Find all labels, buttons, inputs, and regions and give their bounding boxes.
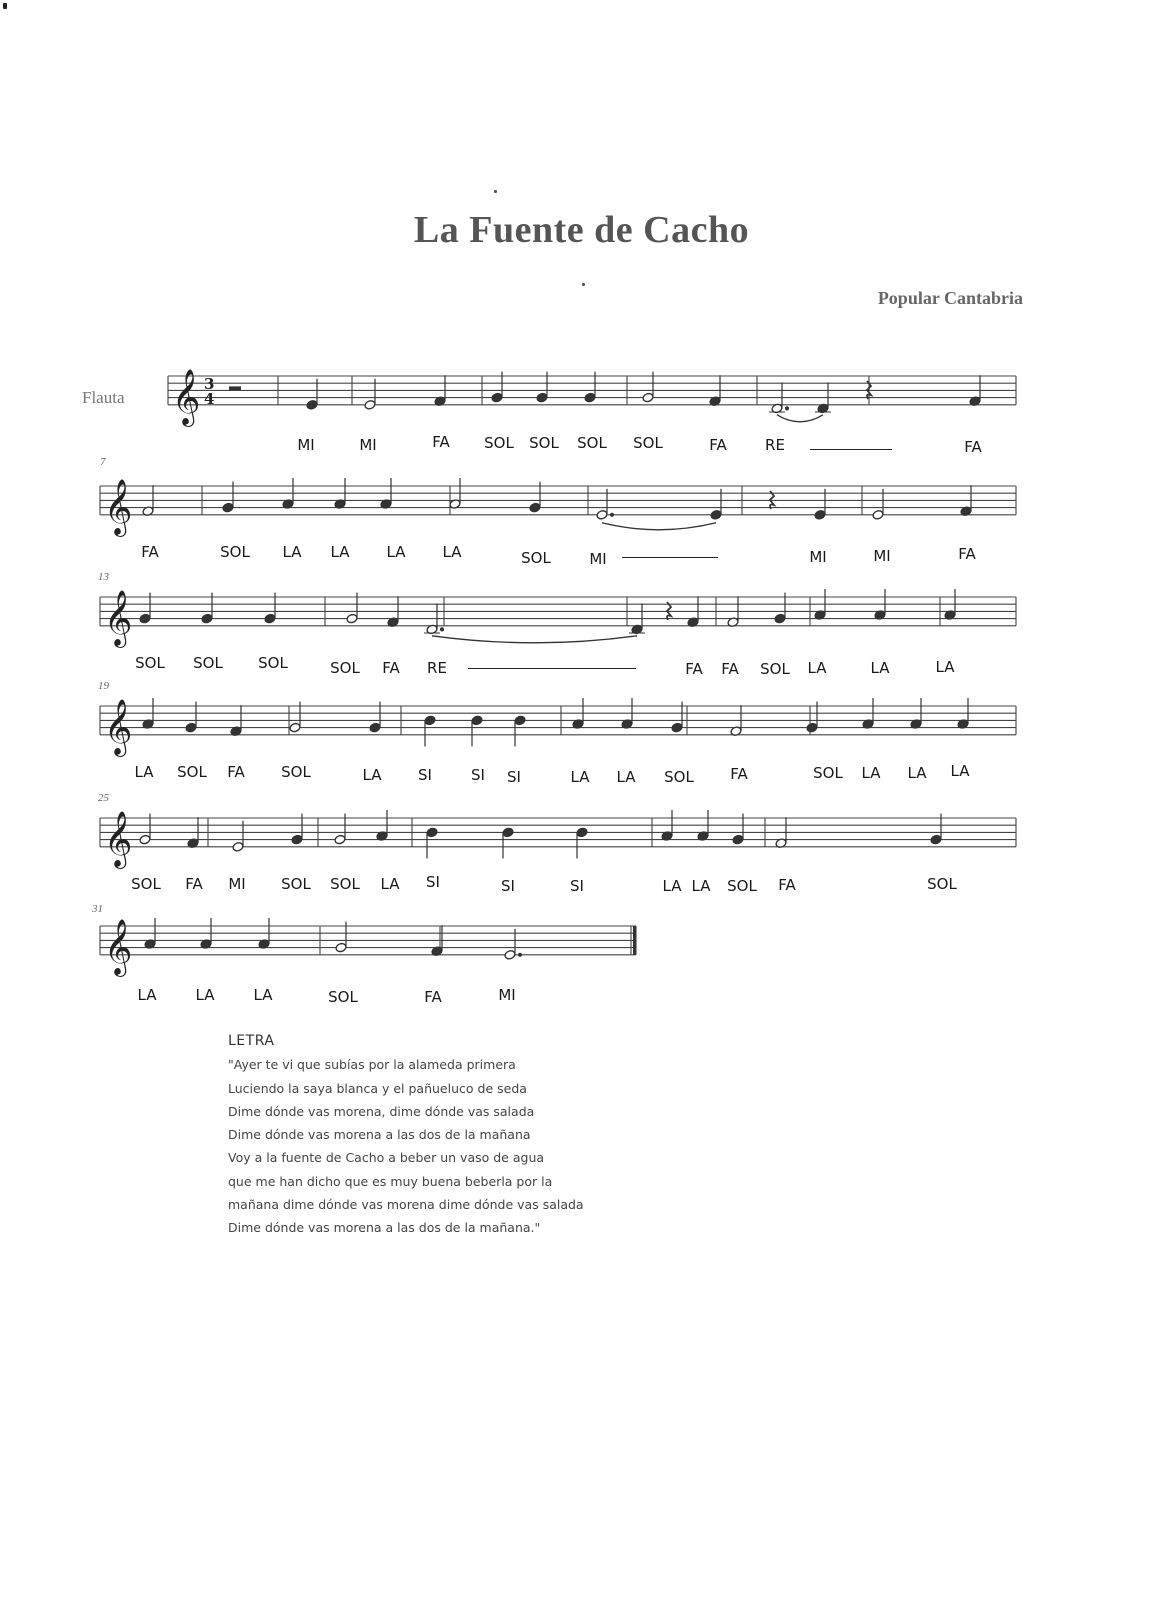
note-head — [710, 510, 722, 521]
note-name: LA — [253, 986, 273, 1004]
note-name: RE — [427, 659, 447, 677]
augmentation-dot — [610, 513, 613, 516]
treble-clef-icon: 𝄞 — [104, 918, 133, 975]
augmentation-dot — [440, 628, 443, 631]
augmentation-dot — [518, 953, 521, 956]
note-head — [471, 715, 483, 726]
note-head — [424, 715, 436, 726]
note-head — [491, 392, 503, 403]
note-name: MI — [498, 986, 516, 1004]
note-head — [222, 502, 234, 513]
time-signature-bottom: 4 — [204, 390, 215, 408]
time-signature-top: 3 — [204, 375, 215, 393]
note-head — [334, 834, 346, 845]
note-name: SI — [471, 766, 485, 784]
note-head — [671, 722, 683, 733]
note-name: SOL — [664, 768, 694, 786]
note-name: FA — [721, 660, 739, 678]
treble-clef-icon: 𝄞 — [172, 368, 201, 425]
note-name: SOL — [927, 875, 957, 893]
lyrics-heading: LETRA — [228, 1033, 275, 1049]
composer-label: Popular Cantabria — [877, 288, 1023, 308]
note-name: SOL — [330, 875, 360, 893]
note-name: SOL — [220, 543, 250, 561]
note-head — [306, 400, 318, 411]
note-name: FA — [778, 876, 796, 894]
note-name: LA — [362, 766, 382, 784]
lyrics-line: Luciendo la saya blanca y el pañueluco de seda — [228, 1080, 527, 1096]
note-name: LA — [442, 543, 462, 561]
note-name: LA — [380, 875, 400, 893]
note-name: SOL — [330, 659, 360, 677]
note-name: SI — [501, 877, 515, 895]
note-head — [930, 834, 942, 845]
song-title: La Fuente de Cacho — [413, 209, 750, 251]
note-name: FA — [685, 660, 703, 678]
note-name: MI — [297, 436, 315, 454]
note-name: MI — [228, 875, 246, 893]
note-head — [642, 392, 654, 403]
note-name: MI — [359, 436, 377, 454]
note-name: FA — [227, 763, 245, 781]
note-head — [596, 510, 608, 521]
note-name: LA — [386, 543, 406, 561]
note-name: SOL — [813, 764, 843, 782]
note-name: FA — [958, 545, 976, 563]
note-head — [536, 392, 548, 403]
half-rest — [229, 386, 241, 390]
note-name: FA — [964, 438, 982, 456]
note-head — [584, 392, 596, 403]
treble-clef-icon: 𝄞 — [104, 589, 133, 646]
tie — [602, 523, 716, 530]
note-name: SOL — [484, 434, 514, 452]
note-name: FA — [382, 659, 400, 677]
note-name: LA — [950, 762, 970, 780]
note-head — [364, 400, 376, 411]
note-name: FA — [730, 765, 748, 783]
measure-number-31: 31 — [92, 903, 103, 915]
note-name: LA — [134, 763, 154, 781]
note-name: SI — [418, 766, 432, 784]
note-head — [502, 827, 514, 838]
note-name: SI — [570, 877, 584, 895]
measure-number-19: 19 — [98, 680, 109, 692]
note-name: LA — [330, 543, 350, 561]
scan-speck — [494, 190, 497, 193]
note-name: LA — [195, 986, 215, 1004]
note-name: LA — [807, 659, 827, 677]
measure-number-25: 25 — [98, 792, 109, 804]
note-name: SOL — [529, 434, 559, 452]
note-name: LA — [691, 877, 711, 895]
note-name: FA — [141, 543, 159, 561]
treble-clef-icon: 𝄞 — [104, 698, 133, 755]
note-head — [369, 722, 381, 733]
note-name: SOL — [193, 654, 223, 672]
scan-speck — [582, 283, 585, 286]
note-name: SOL — [131, 875, 161, 893]
note-head — [185, 722, 197, 733]
note-name: FA — [432, 433, 450, 451]
note-head — [139, 613, 151, 624]
note-name: LA — [662, 877, 682, 895]
augmentation-dot — [785, 407, 788, 410]
lyrics-line: Dime dónde vas morena a las dos de la mañana — [228, 1127, 531, 1143]
instrument-label: Flauta — [82, 388, 125, 407]
note-name: RE — [765, 436, 785, 454]
melisma-line — [468, 668, 636, 669]
lyrics-line: mañana dime dónde vas morena dime dónde vas salada — [228, 1197, 584, 1213]
note-head — [291, 834, 303, 845]
note-name: LA — [282, 543, 302, 561]
melisma-line — [622, 557, 718, 558]
note-head — [426, 827, 438, 838]
scan-speck — [3, 3, 7, 9]
note-name: LA — [907, 764, 927, 782]
note-head — [289, 722, 301, 733]
note-name: FA — [424, 988, 442, 1006]
note-name: LA — [570, 768, 590, 786]
note-name: SI — [507, 768, 521, 786]
note-name: SOL — [281, 763, 311, 781]
measure-number-7: 7 — [100, 456, 106, 468]
lyrics-line: Dime dónde vas morena, dime dónde vas salada — [228, 1103, 535, 1119]
note-name: MI — [809, 548, 827, 566]
note-name: SOL — [281, 875, 311, 893]
note-name: SI — [426, 873, 440, 891]
note-name: SOL — [633, 434, 663, 452]
note-name: MI — [589, 550, 607, 568]
note-head — [514, 715, 526, 726]
note-name: FA — [709, 436, 727, 454]
measure-number-13: 13 — [98, 571, 109, 583]
note-name: SOL — [577, 434, 607, 452]
note-head — [346, 613, 358, 624]
note-head — [504, 950, 516, 961]
treble-clef-icon: 𝄞 — [104, 810, 133, 867]
note-head — [232, 842, 244, 853]
lyrics-block — [228, 1030, 748, 1240]
note-head — [806, 722, 818, 733]
note-head — [732, 834, 744, 845]
note-head — [872, 510, 884, 521]
note-head — [576, 827, 588, 838]
note-name: SOL — [177, 763, 207, 781]
note-name: SOL — [521, 549, 551, 567]
note-head — [139, 834, 151, 845]
lyrics-line: que me han dicho que es muy buena beberla por la — [228, 1173, 553, 1189]
note-head — [529, 502, 541, 513]
lyrics-line: Voy a la fuente de Cacho a beber un vaso de agua — [228, 1150, 545, 1166]
note-name: SOL — [258, 654, 288, 672]
note-head — [201, 613, 213, 624]
tie — [432, 636, 637, 643]
note-name: SOL — [727, 877, 757, 895]
note-head — [774, 613, 786, 624]
note-name: FA — [185, 875, 203, 893]
lyrics-line: "Ayer te vi que subías por la alameda primera — [228, 1057, 516, 1073]
note-name: LA — [870, 659, 890, 677]
melisma-line — [810, 449, 892, 450]
note-head — [335, 942, 347, 953]
note-name: SOL — [135, 654, 165, 672]
note-name: LA — [935, 658, 955, 676]
note-name: SOL — [760, 660, 790, 678]
note-head — [814, 510, 826, 521]
lyrics-line: Dime dónde vas morena a las dos de la mañana." — [228, 1220, 541, 1236]
note-name: SOL — [328, 988, 358, 1006]
note-head — [264, 613, 276, 624]
note-name: MI — [873, 547, 891, 565]
treble-clef-icon: 𝄞 — [104, 478, 133, 535]
tie — [777, 415, 823, 422]
final-thick-bar — [633, 926, 637, 955]
note-name: LA — [137, 986, 157, 1004]
note-name: LA — [861, 764, 881, 782]
note-name: LA — [616, 768, 636, 786]
